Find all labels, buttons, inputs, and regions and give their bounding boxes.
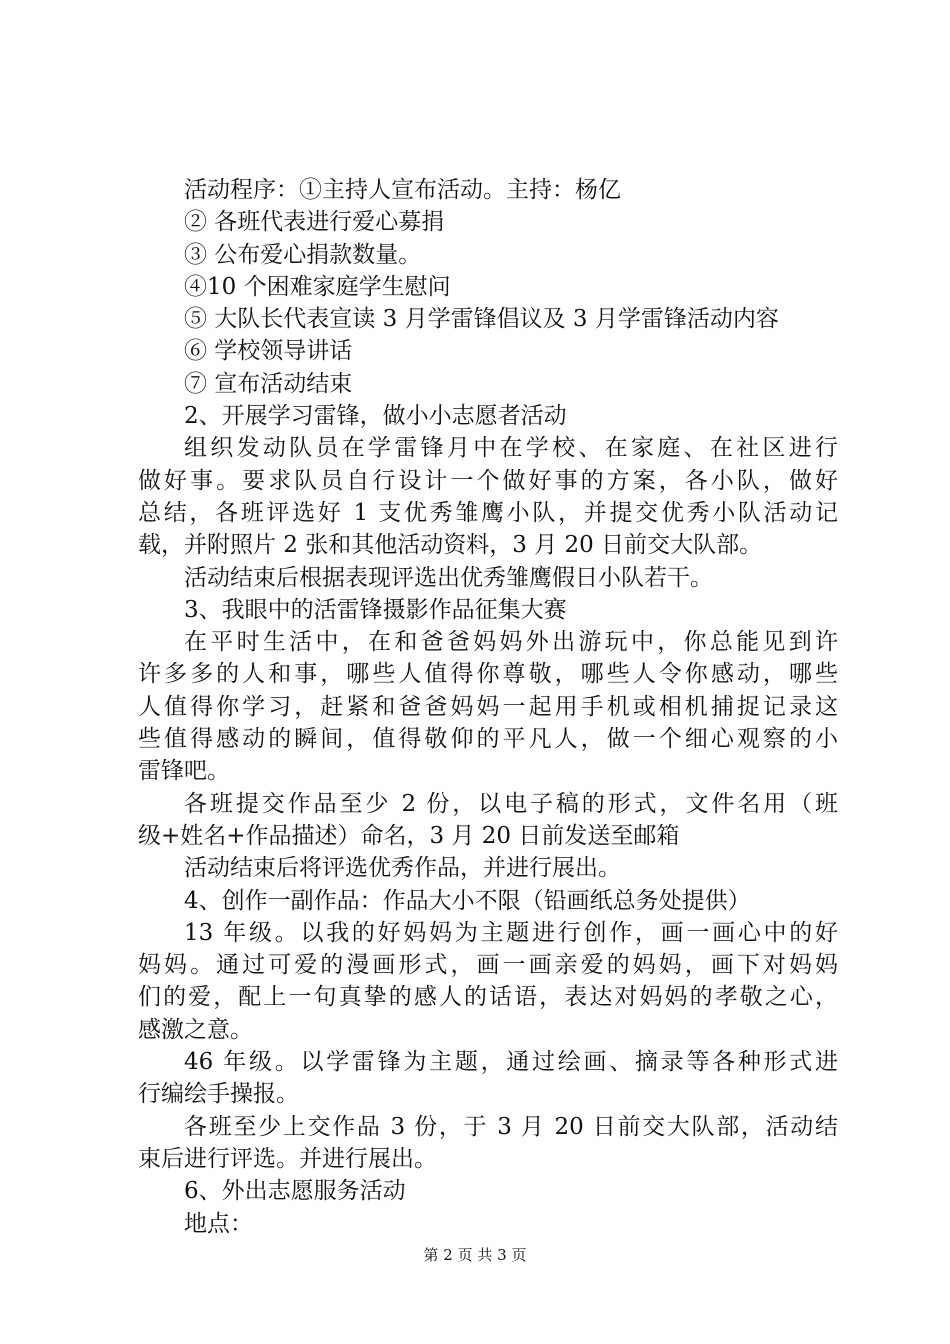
text-line: 各班至少上交作品 3 份，于 3 月 20 日前交大队部，活动结 <box>184 1113 838 1140</box>
section-heading: 6、外出志愿服务活动 <box>184 1178 406 1205</box>
text-line: ④10 个困难家庭学生慰问 <box>184 273 451 300</box>
text-line: 级+姓名+作品描述）命名，3 月 20 日前发送至邮箱 <box>138 822 680 849</box>
text-line: 在平时生活中，在和爸爸妈妈外出游玩中，你总能见到许 <box>184 629 838 656</box>
section-heading: 4、创作一副作品：作品大小不限（铅画纸总务处提供） <box>184 887 751 914</box>
text-line: 组织发动队员在学雷锋月中在学校、在家庭、在社区进行 <box>184 435 838 462</box>
text-line: 活动程序：①主持人宣布活动。主持：杨亿 <box>184 177 621 203</box>
text-line: 13 年级。以我的好妈妈为主题进行创作，画一画心中的好 <box>184 919 838 946</box>
text-line: ⑦ 宣布活动结束 <box>184 370 353 397</box>
text-line: ⑥ 学校领导讲话 <box>184 338 353 365</box>
text-line: 妈妈。通过可爱的漫画形式，画一画亲爱的妈妈，画下对妈妈 <box>138 952 838 979</box>
text-line: ② 各班代表进行爱心募捐 <box>184 209 445 236</box>
text-line: 46 年级。以学雷锋为主题，通过绘画、摘录等各种形式进 <box>184 1049 838 1076</box>
text-line: 许多多的人和事，哪些人值得你尊敬，哪些人令你感动，哪些 <box>138 661 838 688</box>
text-line: 载，并附照片 2 张和其他活动资料，3 月 20 日前交大队部。 <box>138 532 763 559</box>
section-heading: 3、我眼中的活雷锋摄影作品征集大赛 <box>184 596 567 623</box>
text-line: 活动结束后根据表现评选出优秀雏鹰假日小队若干。 <box>184 564 713 591</box>
document-body <box>138 174 838 1240</box>
text-line: 感激之意。 <box>138 1016 253 1043</box>
text-line: 各班提交作品至少 2 份，以电子稿的形式，文件名用（班 <box>184 790 838 817</box>
text-line: 雷锋吧。 <box>138 758 230 785</box>
page-number: 第 2 页 共 3 页 <box>423 1246 527 1264</box>
text-line: 活动结束后将评选优秀作品，并进行展出。 <box>184 855 621 882</box>
section-heading: 2、开展学习雷锋，做小小志愿者活动 <box>184 403 567 430</box>
text-line: 做好事。要求队员自行设计一个做好事的方案，各小队，做好 <box>138 467 838 494</box>
text-line: 们的爱，配上一句真挚的感人的话语，表达对妈妈的孝敬之心， <box>138 984 838 1011</box>
text-line: ③ 公布爱心捐款数量。 <box>184 241 422 268</box>
text-line: ⑤ 大队长代表宣读 3 月学雷锋倡议及 3 月学雷锋活动内容 <box>184 306 779 333</box>
text-line: 束后进行评选。并进行展出。 <box>138 1145 437 1172</box>
text-line: 地点： <box>184 1210 253 1237</box>
text-line: 总结，各班评选好 1 支优秀雏鹰小队，并提交优秀小队活动记 <box>138 499 838 526</box>
text-line: 人值得你学习，赶紧和爸爸妈妈一起用手机或相机捕捉记录这 <box>138 693 838 720</box>
page-footer <box>0 1244 950 1265</box>
text-line: 行编绘手操报。 <box>138 1081 299 1108</box>
text-line: 些值得感动的瞬间，值得敬仰的平凡人，做一个细心观察的小 <box>138 726 838 753</box>
